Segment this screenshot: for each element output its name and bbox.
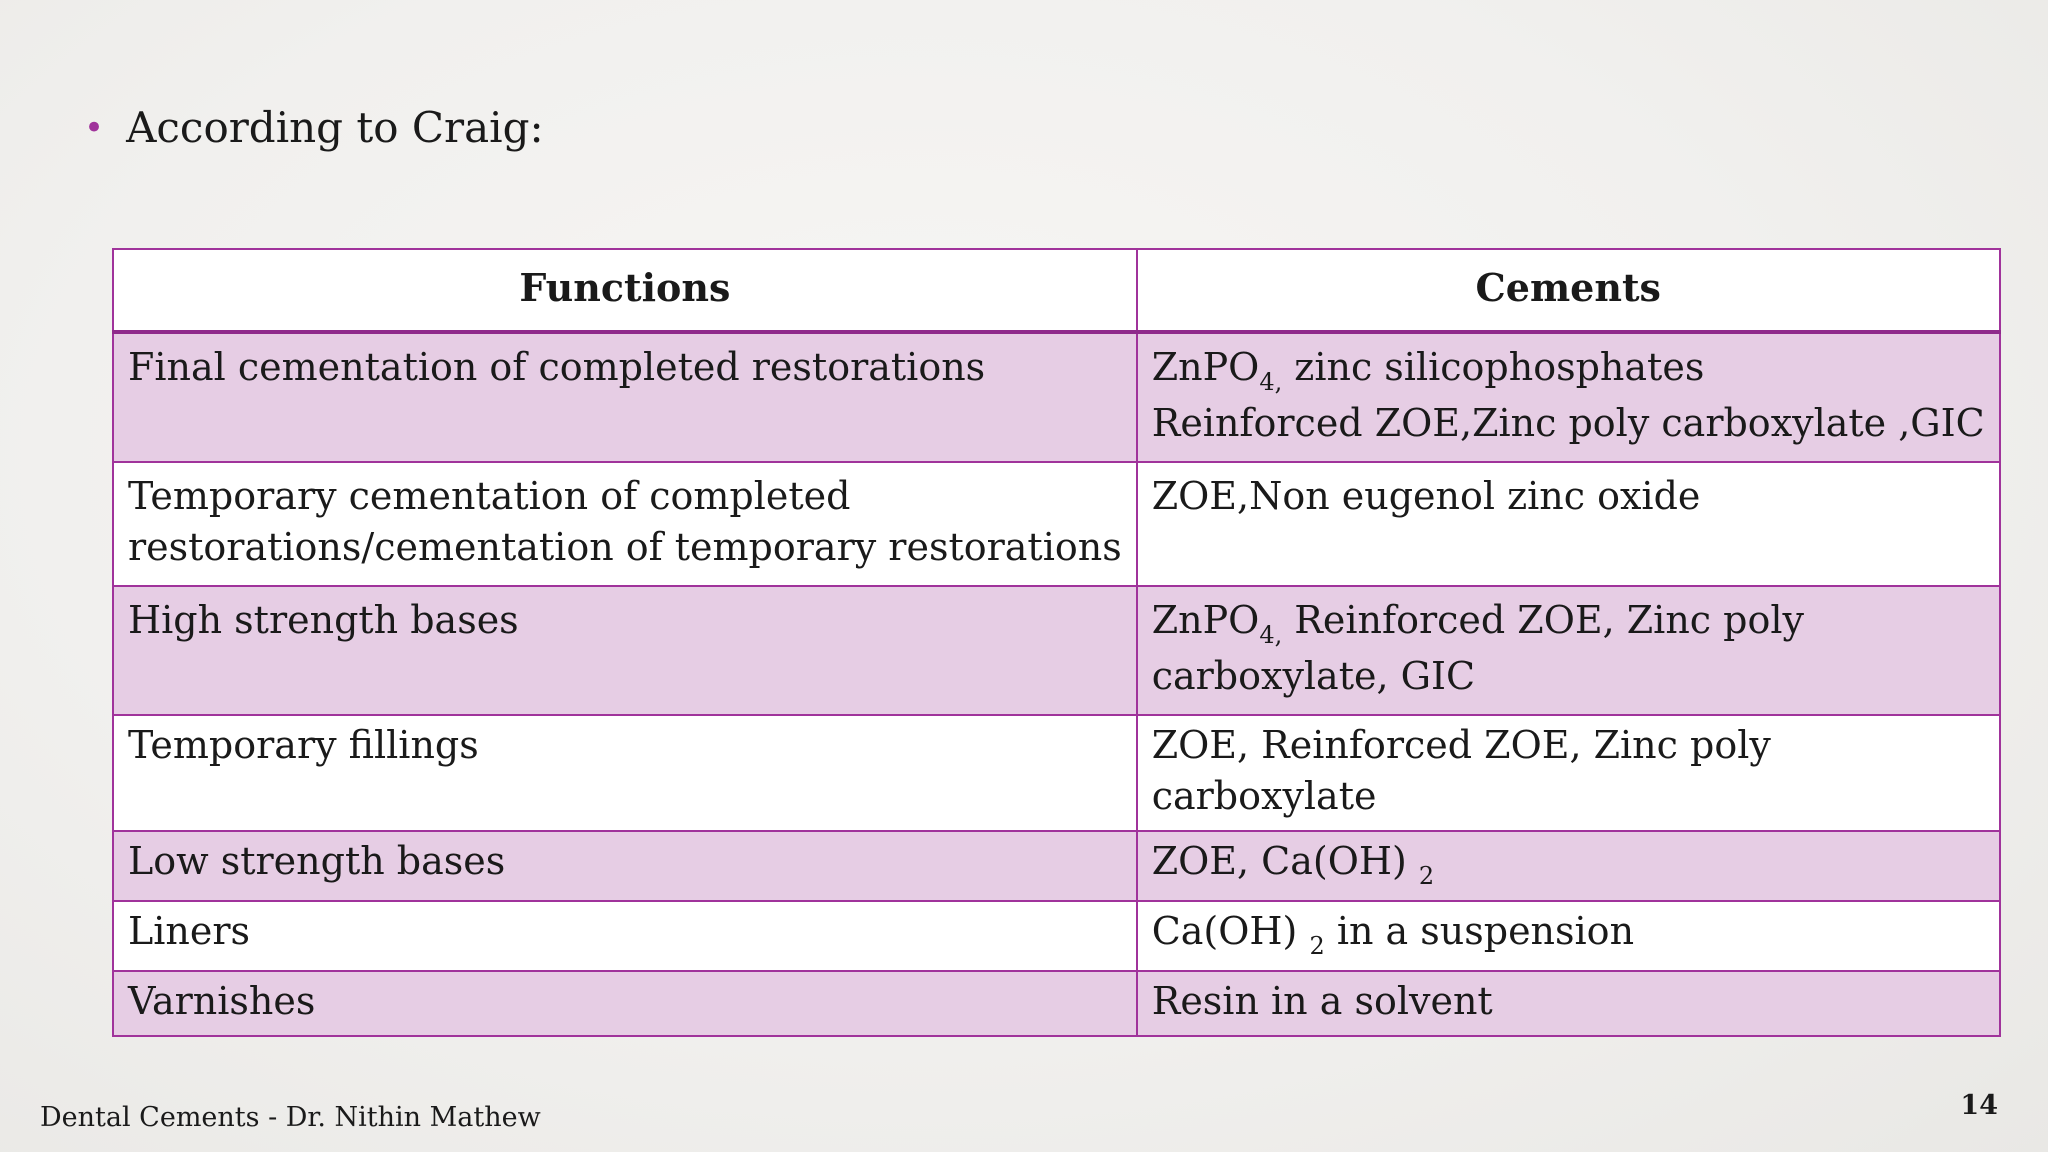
function-text: Temporary fillings [128, 723, 479, 767]
function-cell [113, 831, 1137, 901]
cement-text: ZOE, Ca(OH) [1151, 839, 1419, 883]
header-functions: Functions [113, 249, 1137, 332]
cement-text: ZOE,Non eugenol zinc oxide [1151, 474, 1701, 518]
function-cell [113, 462, 1137, 586]
cement-cell [1137, 971, 2000, 1036]
cement-cell [1137, 462, 2000, 586]
cement-cell [1137, 586, 2000, 715]
cement-subscript: 2 [1309, 932, 1325, 960]
function-text: Varnishes [128, 979, 316, 1023]
function-text: High strength bases [128, 598, 519, 642]
header-cements: Cements [1137, 249, 2000, 332]
cement-text: in a suspension [1324, 909, 1635, 953]
bullet-text: According to Craig: [126, 103, 544, 152]
table-row [113, 715, 2000, 831]
function-cell [113, 586, 1137, 715]
footer-text: Dental Cements - Dr. Nithin Mathew [40, 1102, 541, 1133]
bullet-point [84, 98, 544, 158]
cement-cell [1137, 715, 2000, 831]
cement-line [1152, 342, 1985, 398]
cement-text: ZnPO [1151, 345, 1260, 389]
page-number: 14 [1960, 1090, 1998, 1121]
cement-subscript: 4, [1259, 368, 1283, 396]
table-row [113, 901, 2000, 971]
cements-table [112, 248, 2001, 1037]
bullet-icon: • [84, 108, 105, 148]
cement-line: carboxylate, GIC [1151, 654, 1476, 698]
table-row [113, 971, 2000, 1036]
function-cell [113, 901, 1137, 971]
function-cell [113, 971, 1137, 1036]
table-row [113, 586, 2000, 715]
cement-subscript: 2 [1418, 862, 1435, 890]
cement-cell [1137, 901, 2000, 971]
cement-text: ZnPO [1151, 598, 1260, 642]
cement-text: Resin in a solvent [1151, 979, 1493, 1023]
cement-text: Reinforced ZOE, Zinc poly [1282, 598, 1804, 642]
cement-text: ZOE, Reinforced ZOE, Zinc poly carboxylate [1151, 723, 1771, 818]
table-row [113, 831, 2000, 901]
cement-cell [1137, 332, 2000, 462]
function-text: Final cementation of completed restorations [128, 345, 986, 389]
cement-line [1152, 595, 1985, 651]
function-cell [113, 332, 1137, 462]
function-text: Temporary cementation of completed [128, 474, 851, 518]
cement-text: zinc silicophosphates [1282, 345, 1705, 389]
function-text: Low strength bases [128, 839, 506, 883]
cement-cell [1137, 831, 2000, 901]
cement-line: Reinforced ZOE,Zinc poly carboxylate ,GIC [1151, 401, 1985, 445]
cement-subscript: 4, [1259, 621, 1283, 649]
function-cell [113, 715, 1137, 831]
function-text: restorations/cementation of temporary restorations [128, 525, 1122, 569]
function-text: Liners [128, 909, 251, 953]
table-row [113, 332, 2000, 462]
cement-text: Ca(OH) [1151, 909, 1310, 953]
table-header-row [113, 249, 2000, 332]
table-row [113, 462, 2000, 586]
